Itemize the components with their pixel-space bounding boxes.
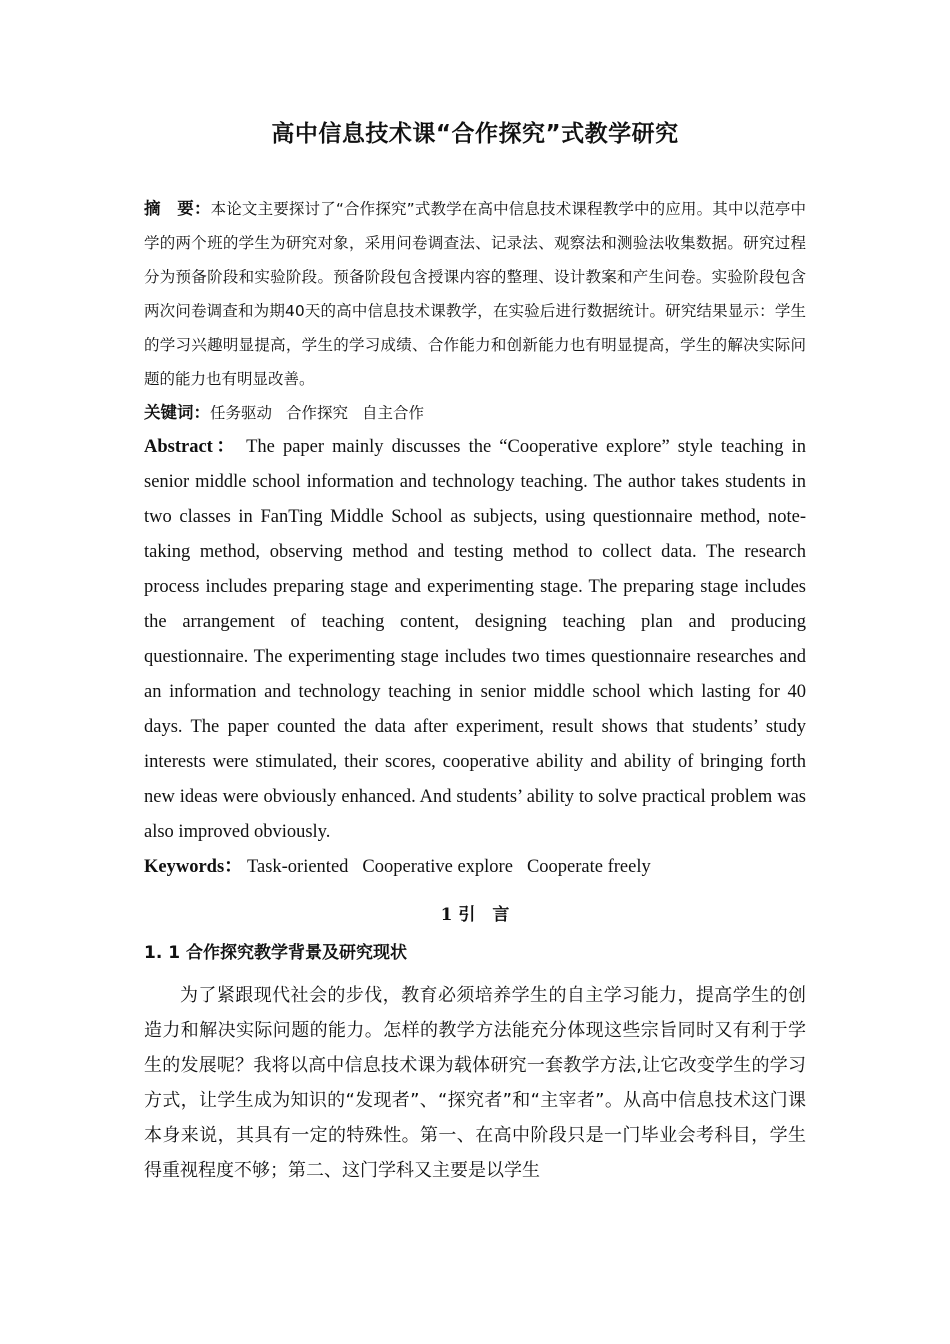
keyword-cn-item: 任务驱动 [210, 404, 273, 422]
keyword-en-item: Cooperative explore [362, 857, 513, 877]
keywords-en-label: Keywords： [144, 857, 243, 877]
subsection-1-1-title: 1. 1 合作探究教学背景及研究现状 [144, 943, 407, 963]
paper-title: 高中信息技术课“合作探究”式教学研究 [271, 121, 679, 147]
keywords-en [144, 850, 806, 885]
keyword-cn-item: 自主合作 [362, 404, 425, 422]
keyword-en-item: Cooperate freely [526, 857, 651, 877]
abstract-en [144, 430, 806, 850]
abstract-cn [144, 192, 806, 396]
abstract-en-text: The paper mainly discusses the “Cooperative explore” style teaching in senior middle school information and technology teaching. The author takes students in two classes in FanTing Middle School as subjects, using questionnaire method, note-taking method, observing method and testing method to collect data. The research process includes preparing stage and experimenting stage. The preparing stage includes the arrangement of teaching content, designing teaching plan and producing questionnaire. The experimenting stage includes two times questionnaire researches and an information and technology teaching in senior middle school which lasting for 40 days. The paper counted the data after experiment, result shows that students’ study interests were stimulated, their scores, cooperative ability and ability of bringing forth new ideas were obviously enhanced. And students’ ability to solve practical problem was also improved obviously. [144, 437, 807, 842]
keywords-cn [144, 396, 806, 430]
body-paragraph: 为了紧跟现代社会的步伐，教育必须培养学生的自主学习能力，提高学生的创造力和解决实际问题的能力。怎样的教学方法能充分体现这些宗旨同时又有利于学生的发展呢？我将以高中信息技术课为载体研究一套教学方法,让它改变学生的学习方式，让学生成为知识的“发现者”、“探究者”和“主宰者”。从高中信息技术这门课本身来说，其具有一定的特殊性。第一、在高中阶段只是一门毕业会考科目，学生得重视程度不够；第二、这门学科又主要是以学生 [144, 985, 806, 1181]
abstract-en-label: Abstract： [144, 437, 239, 457]
keyword-cn-item: 合作探究 [286, 404, 349, 422]
keyword-en-item: Task-oriented [246, 857, 349, 877]
abstract-cn-label: 摘 要： [144, 199, 211, 218]
paper-content [144, 118, 806, 1188]
keywords-cn-label: 关键词： [144, 403, 210, 422]
section-1-title: 1 引 言 [440, 905, 510, 925]
abstract-cn-text: 本论文主要探讨了“合作探究”式教学在高中信息技术课程教学中的应用。其中以范亭中学的两个班的学生为研究对象，采用问卷调查法、记录法、观察法和测验法收集数据。研究过程分为预备阶段和实验阶段。预备阶段包含授课内容的整理、设计教案和产生问卷。实验阶段包含两次问卷调查和为期40天的高中信息技术课教学，在实验后进行数据统计。研究结果显示：学生的学习兴趣明显提高，学生的学习成绩、合作能力和创新能力也有明显提高，学生的解决实际问题的能力也有明显改善。 [144, 200, 806, 388]
